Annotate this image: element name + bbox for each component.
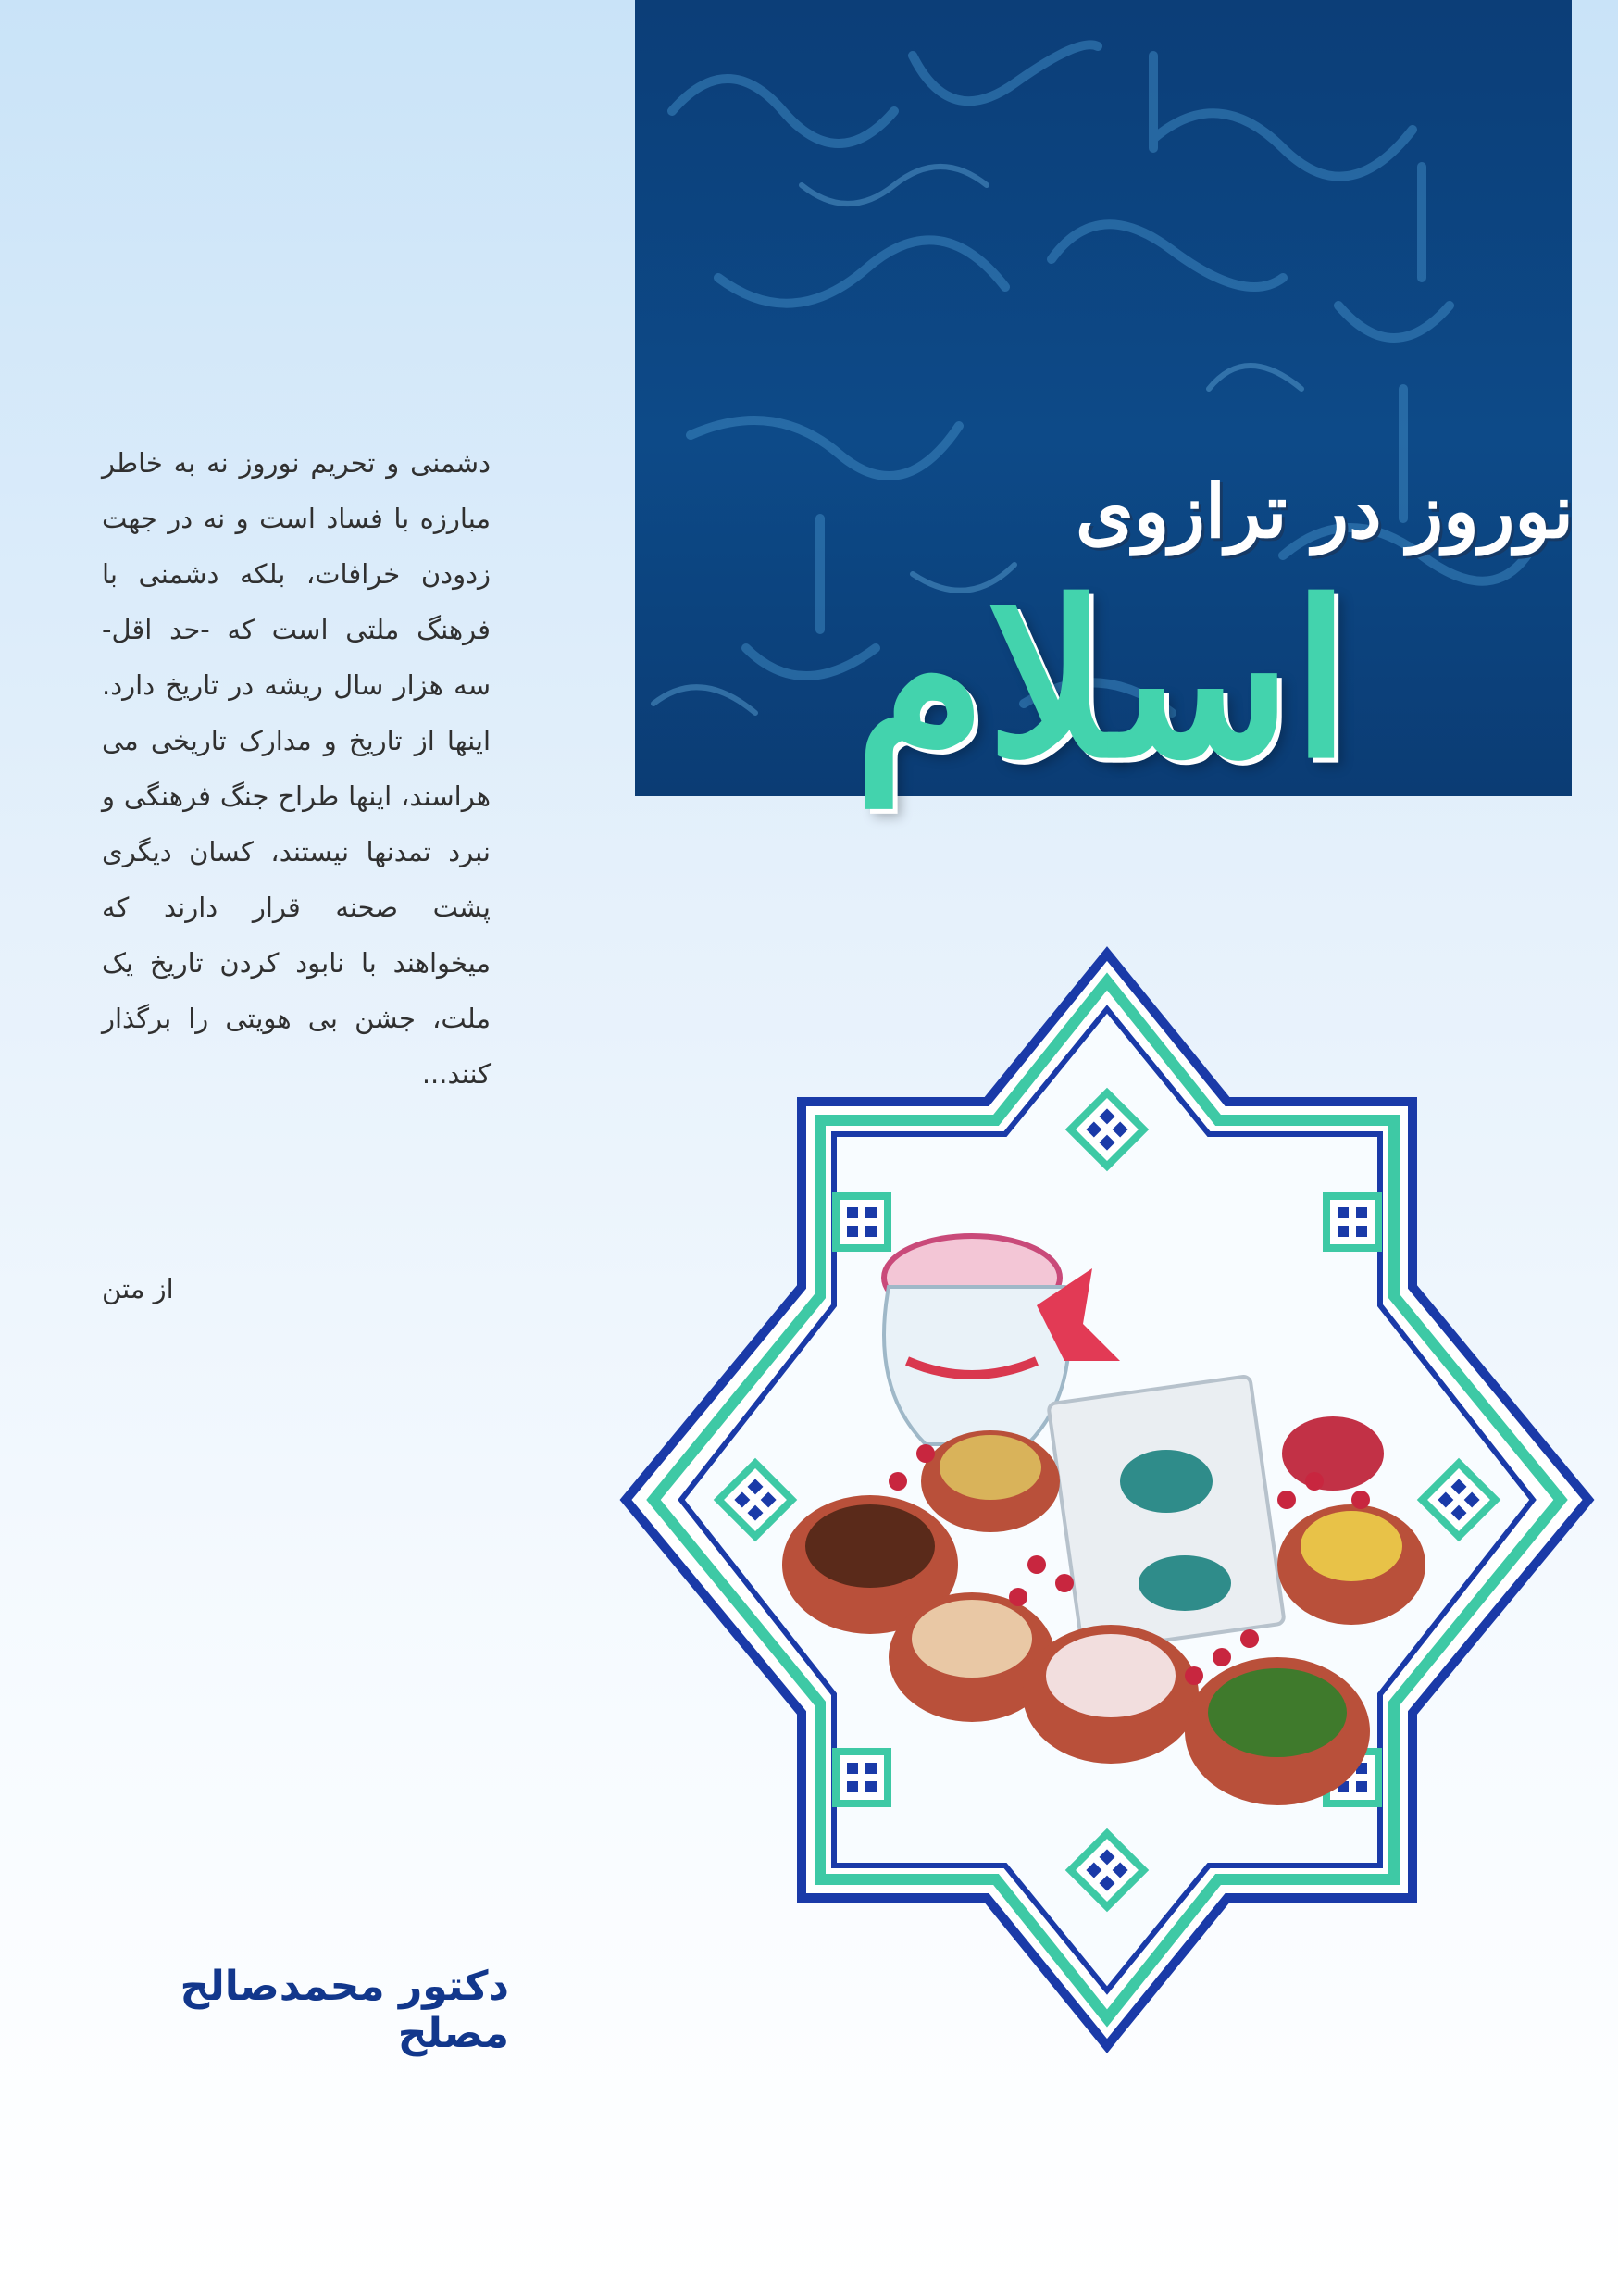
quran-book-icon [1048,1376,1284,1652]
back-cover-blurb: دشمنی و تحریم نوروز نه به خاطر مبارزه با فساد است و نه در جهت زدودن خرافات، بلکه دشمنی با فرهنگ ملتی است که -حد اقل- سه هزار سال ریشه در تاریخ دارد. اینها از تاریخ و مدارک تاریخی می هراسند، اینها طراح جنگ فرهنگی و نبرد تمدنها نیستند، کسان دیگری پشت صحنه قرار دارند که میخواهند با نابود کردن تاریخ یک ملت، جشن بی هویتی را برگذار کنند... [102,447,491,1090]
haft-seen-illustration [759,1176,1444,1824]
author-name: دکتور محمدصالح مصلح [180,1963,509,2057]
blurb-source: از متن [102,1273,174,1304]
cover-title-small: نوروز در ترازوی [1076,468,1574,555]
cover-title-large: اسلام [853,555,1351,805]
